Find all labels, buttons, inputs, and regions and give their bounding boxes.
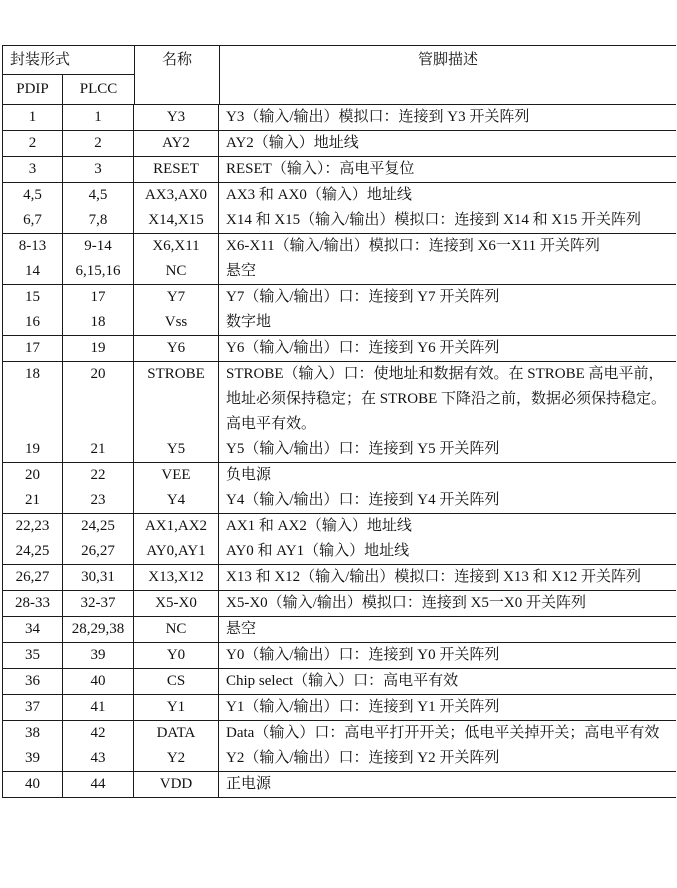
plcc-cell: 20 (63, 362, 134, 437)
pdip-cell: 37 (3, 695, 63, 720)
pin-row (3, 285, 676, 310)
pin-row (3, 437, 676, 462)
pin-block (3, 721, 676, 772)
plcc-cell: 40 (63, 669, 134, 694)
name-cell: Y3 (134, 105, 219, 130)
plcc-cell: 41 (63, 695, 134, 720)
plcc-cell: 43 (63, 746, 134, 771)
name-cell: VEE (134, 463, 219, 488)
desc-cell: Y7（输入/输出）口：连接到 Y7 开关阵列 (226, 289, 500, 305)
pdip-cell: 8-13 (3, 234, 63, 259)
name-cell: X14,X15 (134, 208, 219, 233)
pdip-cell: 39 (3, 746, 63, 771)
pin-block (3, 105, 676, 131)
name-cell: NC (134, 259, 219, 284)
desc-cell: X6-X11（输入/输出）模拟口：连接到 X6一X11 开关阵列 (226, 238, 600, 254)
pin-row (3, 259, 676, 284)
name-cell: DATA (134, 721, 219, 746)
pin-block (3, 131, 676, 157)
plcc-cell: 24,25 (63, 514, 134, 539)
pdip-cell: 20 (3, 463, 63, 488)
pin-row (3, 514, 676, 539)
desc-cell: Y2（输入/输出）口：连接到 Y2 开关阵列 (226, 750, 500, 766)
plcc-cell: 1 (63, 105, 134, 130)
name-cell: AX3,AX0 (134, 183, 219, 208)
desc-cell: Y4（输入/输出）口：连接到 Y4 开关阵列 (226, 492, 500, 508)
plcc-cell: 3 (63, 157, 134, 182)
pin-block (3, 591, 676, 617)
pin-block (3, 669, 676, 695)
pdip-cell: 22,23 (3, 514, 63, 539)
plcc-cell: 18 (63, 310, 134, 335)
pdip-cell: 2 (3, 131, 63, 156)
pin-row (3, 695, 676, 720)
plcc-cell: 22 (63, 463, 134, 488)
pin-row (3, 565, 676, 590)
pin-row (3, 746, 676, 771)
name-cell: AY2 (134, 131, 219, 156)
pin-block (3, 285, 676, 336)
name-cell: X5-X0 (134, 591, 219, 616)
pdip-cell: 26,27 (3, 565, 63, 590)
pin-row (3, 310, 676, 335)
table-header (3, 46, 676, 105)
header-pdip: PDIP (3, 75, 63, 104)
desc-cell: 负电源 (226, 467, 272, 483)
name-cell: Y7 (134, 285, 219, 310)
desc-cell: Y0（输入/输出）口：连接到 Y0 开关阵列 (226, 647, 500, 663)
desc-cell: 悬空 (226, 621, 257, 637)
plcc-cell: 30,31 (63, 565, 134, 590)
pdip-cell: 18 (3, 362, 63, 437)
pin-block (3, 643, 676, 669)
name-cell: Y5 (134, 437, 219, 462)
plcc-cell: 23 (63, 488, 134, 513)
pin-block (3, 565, 676, 591)
pin-block (3, 157, 676, 183)
desc-cell: Y3（输入/输出）模拟口：连接到 Y3 开关阵列 (226, 109, 530, 125)
header-plcc: PLCC (79, 81, 118, 97)
pdip-cell: 40 (3, 772, 63, 797)
pdip-cell: 24,25 (3, 539, 63, 564)
pdip-cell: 15 (3, 285, 63, 310)
name-cell: X13,X12 (134, 565, 219, 590)
desc-cell: X14 和 X15（输入/输出）模拟口：连接到 X14 和 X15 开关阵列 (226, 212, 641, 228)
name-cell: VDD (134, 772, 219, 797)
pin-block (3, 463, 676, 514)
pdip-cell: 19 (3, 437, 63, 462)
plcc-cell: 39 (63, 643, 134, 668)
pin-block (3, 695, 676, 721)
plcc-cell: 4,5 (63, 183, 134, 208)
plcc-cell: 28,29,38 (63, 617, 134, 642)
name-cell: Y2 (134, 746, 219, 771)
pin-row (3, 772, 676, 797)
pin-row (3, 362, 676, 437)
desc-cell: Data（输入）口：高电平打开开关；低电平关掉开关；高电平有效 (226, 725, 660, 741)
pin-row (3, 539, 676, 564)
pin-row (3, 157, 676, 182)
name-cell: Vss (134, 310, 219, 335)
pin-row (3, 669, 676, 694)
name-cell: AY0,AY1 (134, 539, 219, 564)
plcc-cell: 32-37 (63, 591, 134, 616)
pin-block (3, 183, 676, 234)
pin-block (3, 234, 676, 285)
plcc-cell: 9-14 (63, 234, 134, 259)
pin-row (3, 643, 676, 668)
header-pin-description: 管脚描述 (417, 52, 478, 68)
name-cell: AX1,AX2 (134, 514, 219, 539)
name-cell: Y0 (134, 643, 219, 668)
pdip-cell: 3 (3, 157, 63, 182)
desc-cell: Y1（输入/输出）口：连接到 Y1 开关阵列 (226, 699, 500, 715)
plcc-cell: 21 (63, 437, 134, 462)
pin-block (3, 617, 676, 643)
name-cell: X6,X11 (134, 234, 219, 259)
plcc-cell: 42 (63, 721, 134, 746)
desc-cell: STROBE（输入）口：使地址和数据有效。在 STROBE 高电平前，地址必须保持稳定；在 STROBE 下降沿之前，数据必须保持稳定。高电平有效。 (226, 366, 667, 432)
pdip-cell: 28-33 (3, 591, 63, 616)
plcc-cell: 17 (63, 285, 134, 310)
header-package-group (3, 46, 135, 104)
pdip-cell: 35 (3, 643, 63, 668)
pin-block (3, 362, 676, 463)
name-cell: RESET (134, 157, 219, 182)
pdip-cell: 1 (3, 105, 63, 130)
pin-block (3, 336, 676, 362)
pdip-cell: 34 (3, 617, 63, 642)
pin-block (3, 772, 676, 797)
name-cell: CS (134, 669, 219, 694)
pdip-cell: 16 (3, 310, 63, 335)
desc-cell: X5-X0（输入/输出）模拟口：连接到 X5一X0 开关阵列 (226, 595, 586, 611)
pin-block (3, 514, 676, 565)
pdip-cell: 6,7 (3, 208, 63, 233)
pin-row (3, 105, 676, 130)
pdip-cell: 4,5 (3, 183, 63, 208)
desc-cell: RESET（输入）：高电平复位 (226, 161, 415, 177)
name-cell: Y1 (134, 695, 219, 720)
header-package-subrow (3, 75, 134, 104)
desc-cell: 正电源 (226, 776, 272, 792)
header-name: 名称 (135, 46, 220, 104)
desc-cell: AX1 和 AX2（输入）地址线 (226, 518, 412, 534)
name-cell: Y6 (134, 336, 219, 361)
desc-cell: AY2（输入）地址线 (226, 135, 359, 151)
pin-row (3, 463, 676, 488)
pin-description-table (2, 45, 676, 798)
pin-row (3, 183, 676, 208)
pdip-cell: 14 (3, 259, 63, 284)
pin-row (3, 208, 676, 233)
plcc-cell: 2 (63, 131, 134, 156)
name-cell: STROBE (134, 362, 219, 437)
pin-row (3, 234, 676, 259)
desc-cell: 悬空 (226, 263, 257, 279)
pdip-cell: 21 (3, 488, 63, 513)
pin-row (3, 488, 676, 513)
desc-cell: X13 和 X12（输入/输出）模拟口：连接到 X13 和 X12 开关阵列 (226, 569, 641, 585)
pdip-cell: 17 (3, 336, 63, 361)
desc-cell: Y6（输入/输出）口：连接到 Y6 开关阵列 (226, 340, 500, 356)
table-body (3, 105, 676, 797)
pin-row (3, 336, 676, 361)
desc-cell: Chip select（输入）口：高电平有效 (226, 673, 459, 689)
pdip-cell: 38 (3, 721, 63, 746)
desc-cell: AX3 和 AX0（输入）地址线 (226, 187, 412, 203)
plcc-cell: 44 (63, 772, 134, 797)
plcc-cell: 6,15,16 (63, 259, 134, 284)
pin-row (3, 131, 676, 156)
plcc-cell: 19 (63, 336, 134, 361)
pdip-cell: 36 (3, 669, 63, 694)
pin-row (3, 721, 676, 746)
desc-cell: 数字地 (226, 314, 272, 330)
desc-cell: Y5（输入/输出）口：连接到 Y5 开关阵列 (226, 441, 500, 457)
pin-row (3, 591, 676, 616)
plcc-cell: 26,27 (63, 539, 134, 564)
pin-row (3, 617, 676, 642)
desc-cell: AY0 和 AY1（输入）地址线 (226, 543, 410, 559)
header-package-format: 封装形式 (3, 46, 134, 75)
name-cell: Y4 (134, 488, 219, 513)
plcc-cell: 7,8 (63, 208, 134, 233)
name-cell: NC (134, 617, 219, 642)
